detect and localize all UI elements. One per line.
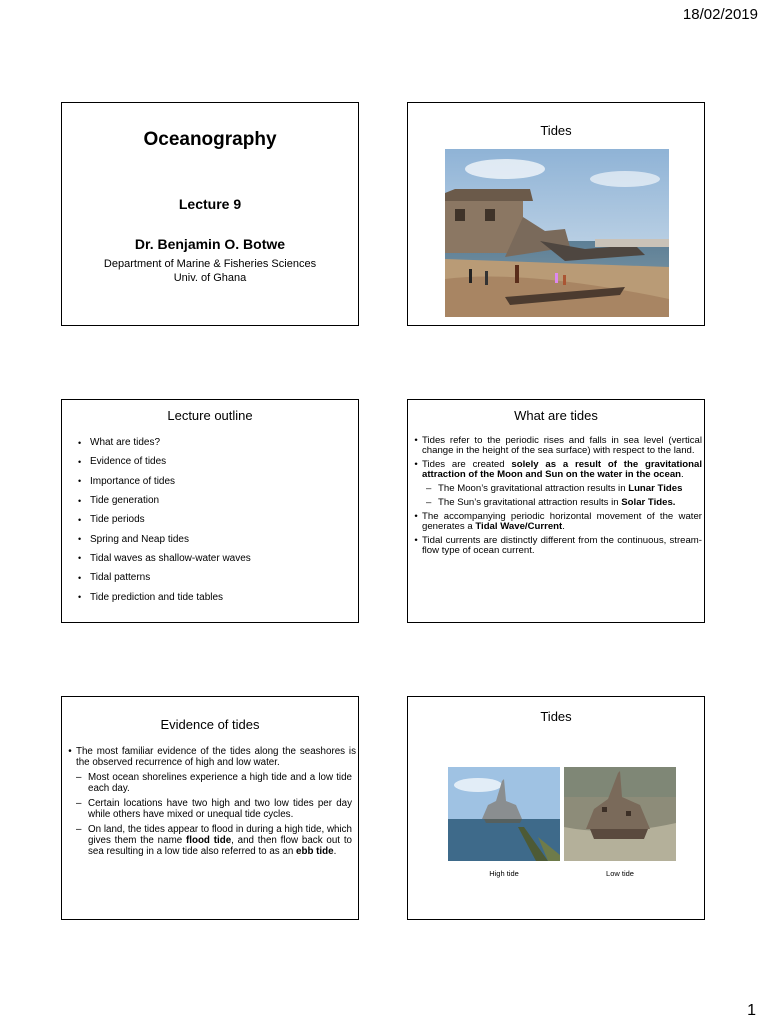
caption-low-tide: Low tide (606, 869, 634, 878)
slide-heading: What are tides (514, 408, 598, 423)
page-number: 1 (747, 1002, 756, 1019)
print-date: 18/02/2019 (682, 6, 758, 23)
slide-tides-comparison (407, 696, 705, 920)
sub-bullet: – On land, the tides appear to flood in during a high tide, which gives them the name flood tide, and then flow back out to sea resulting in a low tide also referred to as an ebb tide. (76, 824, 352, 857)
slide-body (410, 436, 702, 560)
list-item: • Tidal waves as shallow-water waves (78, 552, 251, 564)
sub-bullet: – The Sun’s gravitational attraction results in Solar Tides. (426, 497, 676, 508)
university: Univ. of Ghana (173, 272, 247, 284)
slide-heading: Tides (540, 709, 572, 724)
lecture-number: Lecture 9 (178, 196, 242, 212)
low-tide-photo (564, 767, 676, 861)
bullet-paragraph: • Tides are created solely as a result of the gravitational attraction of the Moon and Sun on the water in the ocean. (414, 459, 702, 480)
list-item: • Tidal patterns (78, 572, 151, 584)
sub-bullet: – The Moon’s gravitational attraction results in Lunar Tides (426, 483, 683, 494)
bullet-paragraph: • Tidal currents are distinctly different from the continuous, stream-flow type of ocean current. (414, 535, 702, 556)
list-item: • What are tides? (78, 437, 161, 449)
sub-bullet: – Certain locations have two high and two low tides per day while others have mixed or unequal tide cycles. (76, 798, 352, 820)
author-name: Dr. Benjamin O. Botwe (134, 236, 286, 252)
slide-title (61, 102, 359, 326)
bullet-paragraph: • The most familiar evidence of the tides along the seashores is the observed recurrence of high and low water. (68, 746, 356, 768)
slide-tides-photo (407, 102, 705, 326)
department: Department of Marine & Fisheries Sciences (103, 258, 317, 270)
caption-high-tide: High tide (489, 869, 519, 878)
slide-evidence-of-tides (61, 696, 359, 920)
list-item: • Tide periods (78, 514, 145, 526)
bullet-paragraph: • The accompanying periodic horizontal movement of the water generates a Tidal Wave/Current. (414, 511, 702, 532)
list-item: • Importance of tides (78, 475, 176, 487)
sub-bullet: – Most ocean shorelines experience a high tide and a low tide each day. (76, 772, 352, 794)
list-item: • Tide generation (78, 495, 160, 507)
slide-body (64, 746, 356, 861)
slide-heading: Evidence of tides (160, 717, 260, 732)
list-item: • Spring and Neap tides (78, 533, 189, 545)
high-tide-photo (448, 767, 560, 861)
slide-heading: Tides (540, 123, 572, 138)
outline-list (78, 433, 251, 607)
bullet-paragraph: • Tides refer to the periodic rises and falls in sea level (vertical change in the height of the sea surface) with respect to the land. (414, 435, 702, 456)
slide-heading: Lecture outline (167, 408, 253, 423)
slide-lecture-outline (61, 399, 359, 623)
coastal-erosion-photo (445, 149, 669, 317)
slide-what-are-tides (407, 399, 705, 623)
affiliation (62, 257, 358, 285)
list-item: • Tide prediction and tide tables (78, 591, 224, 603)
list-item: • Evidence of tides (78, 456, 167, 468)
slide-title-heading: Oceanography (143, 129, 277, 150)
